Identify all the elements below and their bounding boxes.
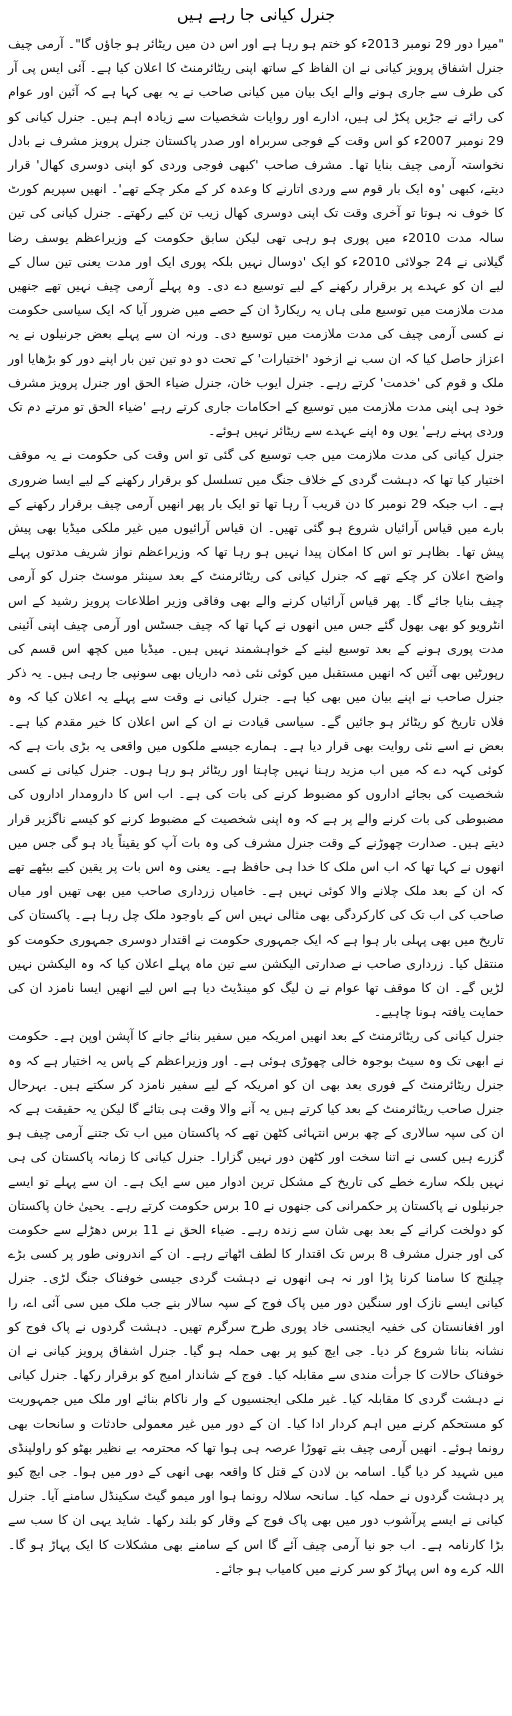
article-paragraph: جنرل کیانی کی ریٹائرمنٹ کے بعد انھیں امریکہ میں سفیر بنائے جانے کا آپشن اوپن ہے۔ حکومت نے ابھی تک وہ سیٹ بوجوہ خالی چھوڑی ہوئی ہے۔ اور وزیراعظم کے پاس یہ اختیار ہے کہ وہ جنرل ریٹائرمنٹ کے فوری بعد بھی ان کو امریکہ کے لیے سفیر نامزد کر سکتے ہیں۔ بہرحال جنرل صاحب ریٹائرمنٹ کے بعد کیا کرتے ہیں یہ آنے والا وقت ہی بتائے گا لیکن یہ حقیقت ہے کہ ان کی سپہ سالاری کے چھ برس انتہائی کٹھن تھے کہ پاکستان میں اب تک جتنے آرمی چیف ہو گزرے ہیں کسی نے اتنا سخت اور کٹھن دور نہیں گزارا۔ جنرل کیانی کا زمانہ پاکستان کی ہی نہیں بلکہ سارے خطے کی تاریخ کے مشکل ترین ادوار میں سے ایک ہے۔ ان سے پہلے تو ایسے جرنیلوں نے پاکستان پر حکمرانی کی جنھوں نے 10 برس حکومت کرتے رہے۔ یحییٰ خان پاکستان کو دولخت کرانے کے بعد بھی شان سے زندہ رہے۔ ضیاء الحق نے 11 برس دھڑلے سے حکومت کی اور جنرل مشرف 8 برس تک اقتدار کا لطف اٹھاتے رہے۔ ان کے اندرونی طور پر کسی بڑے چیلنج کا سامنا کرنا پڑا اور نہ ہی انھوں نے دہشت گردی جیسی خوفناک جنگ لڑی۔ جنرل کیانی ایسے نازک اور سنگین دور میں پاک فوج کے سپہ سالار بنے جب ملک میں سی آئی اے، را اور افغانستان کی خفیہ ایجنسی خاد پوری طرح سرگرم تھیں۔ دہشت گردوں نے پاک فوج کو نشانہ بنانا شروع کر دیا۔ جی ایچ کیو پر بھی حملہ ہو گیا۔ جنرل اشفاق پرویز کیانی نے ان خوفناک حالات کا جرأت مندی سے مقابلہ کیا۔ فوج کے شاندار امیج کو برقرار رکھا۔ جنرل کیانی نے دہشت گردی کا مقابلہ کیا۔ غیر ملکی ایجنسیوں کے وار ناکام بنائے اور ملک میں جمہوریت کو مستحکم کرنے میں اہم کردار ادا کیا۔ ان کے دور میں غیر معمولی حادثات و سانحات بھی رونما ہوئے۔ انھیں آرمی چیف بنے تھوڑا عرصہ ہی ہوا تھا کہ محترمہ بے نظیر بھٹو کو راولپنڈی میں شہید کر دیا گیا۔ اسامہ بن لادن کے قتل کا واقعہ بھی انھی کے دور میں ہوا۔ جی ایچ کیو پر دہشت گردوں نے حملہ کیا۔ سانحہ سلالہ رونما ہوا اور میمو گیٹ سکینڈل سامنے آیا۔ جنرل کیانی نے ایسے پرآشوب دور میں بھی پاک فوج کے وقار کو بلند رکھا۔ شاید یہی ان کا سب سے بڑا کارنامہ ہے۔ اب جو نیا آرمی چیف آئے گا اس کے سامنے بھی مشکلات کا ایک پہاڑ ہو گا۔ اللہ کرے وہ اس پہاڑ کو سر کرنے میں کامیاب ہو جائے۔ — [8, 1028, 504, 1576]
article-paragraph: "میرا دور 29 نومبر 2013ء کو ختم ہو رہا ہے اور اس دن میں ریٹائر ہو جاؤں گا"۔ آرمی چیف جنرل اشفاق پرویز کیانی نے ان الفاظ کے ساتھ اپنی ریٹائرمنٹ کا اعلان کیا ہے۔ آئی ایس پی آر کی طرف سے جاری ہونے والے ایک بیان میں کیانی صاحب نے یہ بھی کہا ہے کہ آئین اور عوام کی رائے نے جڑیں پکڑ لی ہیں، ادارے اور روایات شخصیات سے زیادہ اہم ہیں۔ جنرل کیانی کو 29 نومبر 2007ء کو اس وقت کے فوجی سربراہ اور صدر پاکستان جنرل پرویز مشرف نے بادل نخواستہ آرمی چیف بنایا تھا۔ مشرف صاحب 'کبھی فوجی وردی کو اپنی دوسری کھال' قرار دیتے، کبھی 'وہ ایک بار قوم سے وردی اتارنے کا وعدہ کر کے مکر چکے تھے'۔ انھیں سپریم کورٹ کا خوف نہ ہوتا تو آخری وقت تک اپنی دوسری کھال زیب تن کیے رکھتے۔ جنرل کیانی کی تین سالہ مدت 2010ء میں پوری ہو رہی تھی لیکن سابق حکومت کے وزیراعظم یوسف رضا گیلانی نے 24 جولائی 2010ء کو ایک 'دوسال نہیں بلکہ پوری ایک اور مدت یعنی تین سال کے لیے ان کو عہدے پر برقرار رکھنے کے لیے توسیع دے دی۔ وہ پہلے آرمی چیف نہیں تھے جنھیں مدت ملازمت میں توسیع ملی ہاں یہ ریکارڈ ان کے حصے میں ضرور آیا کہ ایک سیاسی حکومت نے کسی آرمی چیف کی مدت ملازمت میں توسیع دی۔ ورنہ ان سے پہلے بعض جرنیلوں نے یہ اعزاز حاصل کیا کہ ان سب نے ازخود 'اختیارات' کے تحت دو دو تین تین بار اپنے دور کو بڑھایا اور ملک و قوم کی 'خدمت' کرتے رہے۔ جنرل ایوب خان، جنرل ضیاء الحق اور جنرل پرویز مشرف خود ہی اپنی مدت ملازمت میں توسیع کے احکامات جاری کرتے رہے 'ضیاء الحق تو مرتے دم تک وردی پہنے رہے' یوں وہ اپنے عہدے سے ریٹائر نہیں ہوئے۔ — [8, 36, 505, 439]
article-headline: جنرل کیانی جا رہے ہیں — [176, 5, 336, 24]
article-paragraph: جنرل کیانی کی مدت ملازمت میں جب توسیع کی گئی تو اس وقت کی حکومت نے یہ موقف اختیار کیا تھا کہ دہشت گردی کے خلاف جنگ میں تسلسل کو برقرار رکھنے کے لیے ایسا ضروری ہے۔ اب جبکہ 29 نومبر کا دن قریب آ رہا تھا تو ایک بار پھر انھیں آرمی چیف برقرار رکھنے کے بارے میں قیاس آرائیاں شروع ہو گئی تھیں۔ ان قیاس آرائیوں میں غیر ملکی میڈیا بھی پیش پیش تھا۔ بظاہر تو اس کا امکان پیدا نہیں ہو رہا تھا کہ وزیراعظم نواز شریف مدتوں پہلے واضح اعلان کر چکے تھے کہ جنرل کیانی کی ریٹائرمنٹ کے بعد سینئر موسٹ جنرل کو آرمی چیف بنایا جائے گا۔ پھر قیاس آرائیاں کرنے والے بھی وفاقی وزیر اطلاعات پرویز رشید کے اس انٹرویو کو بھی بھول گئے جس میں انھوں نے کہا تھا کہ چیف جسٹس اور آرمی چیف اپنی آئینی مدت پوری ہونے کے بعد توسیع لینے کے خواہشمند نہیں ہیں۔ میڈیا میں کچھ اس قسم کی رپورٹیں بھی آئیں کہ انھیں مستقبل میں کوئی نئی ذمہ داریاں بھی سونپی جا رہی ہیں۔ یہ ذکر جنرل صاحب نے اپنے بیان میں بھی کیا ہے۔ جنرل کیانی نے وقت سے پہلے یہ اعلان کیا کہ وہ فلاں تاریخ کو ریٹائر ہو جائیں گے۔ سیاسی قیادت نے ان کے اس اعلان کا خیر مقدم کیا ہے۔ بعض نے اسے نئی روایت بھی قرار دیا ہے۔ ہمارے جیسے ملکوں میں واقعی یہ بڑی بات ہے کہ کوئی کہہ دے کہ میں اب مزید رہنا نہیں چاہتا اور ریٹائر ہو رہا ہوں۔ جنرل کیانی نے کسی شخصیت کی بجائے اداروں کو مضبوط کرنے کی بات کی ہے۔ اب اس کا دارومدار اداروں کی مضبوطی کی بات کرنے والے پر ہے کہ وہ اپنی شخصیت کے مضبوط کرنے کو کیسے ناگزیر قرار دیتے ہیں۔ صدارت چھوڑنے کے وقت جنرل مشرف کی وہ بات آپ کو یقیناً یاد ہو گی جس میں انھوں نے کہا تھا کہ اب اس ملک کا خدا ہی حافظ ہے۔ یعنی وہ اس بات پر یقین کیے بیٹھے تھے کہ ان کے بعد ملک چلانے والا کوئی نہیں ہے۔ خامیاں زرداری صاحب میں بھی تھیں اور میاں صاحب کی اب تک کی کارکردگی بھی مثالی نہیں اس کے باوجود ملک چل رہا ہے۔ پاکستان کی تاریخ میں بھی پہلی بار ہوا ہے کہ ایک جمہوری حکومت نے اقتدار دوسری جمہوری حکومت کو منتقل کیا۔ زرداری صاحب نے صدارتی الیکشن سے تین ماہ پہلے اعلان کیا کہ وہ الیکشن نہیں لڑیں گے۔ ان کا موقف تھا عوام نے ن لیگ کو مینڈیٹ دیا ہے اس لیے انھیں ایسا نامزد ان کی حمایت یافتہ ہونا چاہیے۔ — [8, 447, 504, 1020]
